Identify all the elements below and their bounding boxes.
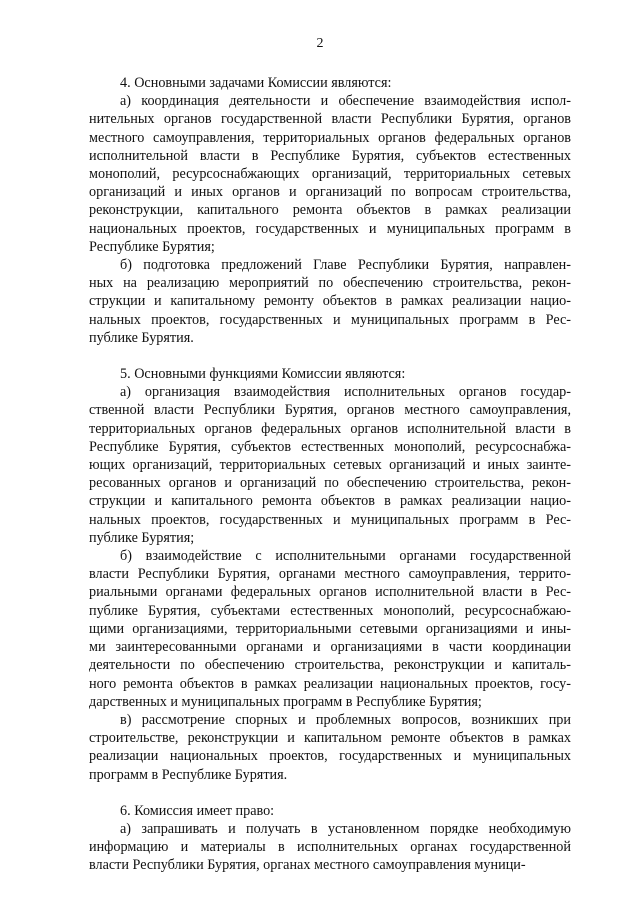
text-line: реализации национальных проектов, государственных и муниципальных <box>89 748 571 765</box>
text-line: ственной власти Республики Бурятия, органов местного самоуправления, <box>89 402 571 419</box>
document-section <box>89 365 571 784</box>
text-line: реконструкции, капитального ремонта объектов в рамках реализации <box>89 202 571 219</box>
text-line: программ в Республике Бурятия. <box>89 766 288 783</box>
section-heading: 6. Комиссия имеет право: <box>120 802 275 819</box>
text-line: строительстве, реконструкции и капитальном ремонте объектов в рамках <box>89 730 571 747</box>
text-line: риальными органами федеральных органов исполнительной власти в Рес- <box>89 584 571 601</box>
paragraph <box>89 711 571 784</box>
text-line: Республике Бурятия; <box>89 238 215 255</box>
text-line: монополий, ресурсоснабжающих организаций, территориальных сетевых <box>89 166 571 183</box>
page-number: 2 <box>316 36 324 51</box>
section-heading: 5. Основными функциями Комиссии являются: <box>120 366 406 383</box>
text-line: деятельности по обеспечению строительства, реконструкции и капиталь- <box>89 657 571 674</box>
text-line: ресованных органов и организаций по обеспечению строительства, рекон- <box>89 475 571 492</box>
text-line: ных на реализацию мероприятий по обеспечению строительства, рекон- <box>89 275 571 292</box>
text-line: нальных проектов, государственных и муниципальных программ в Рес- <box>89 311 571 328</box>
paragraph <box>89 383 571 547</box>
text-line: а) организация взаимодействия исполнительных органов государ- <box>120 384 571 401</box>
text-line: нительных органов государственной власти Республики Бурятия, органов <box>89 111 571 128</box>
text-line: струкции и капитального ремонта объектов в рамках реализации нацио- <box>89 493 571 510</box>
text-line: нальных проектов, государственных и муниципальных программ в Рес- <box>89 511 571 528</box>
paragraph <box>89 547 571 711</box>
text-line: информацию и материалы в исполнительных органах государственной <box>89 839 571 856</box>
text-line: национальных проектов, государственных и муниципальных программ в <box>89 220 571 237</box>
document-section <box>89 74 571 347</box>
text-line: щими организациями, территориальными сетевыми организациями и ины- <box>89 620 571 637</box>
text-line: местного самоуправления, территориальных органов федеральных органов <box>89 129 571 146</box>
text-line: организаций и иных органов и организаций по вопросам строительства, <box>89 184 571 201</box>
text-line: ного ремонта объектов в рамках реализации национальных проектов, госу- <box>89 675 571 692</box>
text-line: публике Бурятия; <box>89 529 195 546</box>
paragraph <box>89 820 571 875</box>
section-heading: 4. Основными задачами Комиссии являются: <box>120 75 392 91</box>
text-line: б) взаимодействие с исполнительными органами государственной <box>120 548 571 565</box>
text-line: публике Бурятия. <box>89 329 194 346</box>
text-line: б) подготовка предложений Главе Республики Бурятия, направлен- <box>120 257 571 274</box>
text-line: исполнительной власти в Республике Бурятия, субъектов естественных <box>89 147 571 164</box>
text-line: в) рассмотрение спорных и проблемных вопросов, возникших при <box>120 711 571 728</box>
text-line: дарственных и муниципальных программ в Республике Бурятия; <box>89 693 482 710</box>
text-line: власти Республики Бурятия, органах местного самоуправления муници- <box>89 857 526 874</box>
text-line: территориальных органов федеральных органов исполнительной власти в <box>89 420 571 437</box>
text-line: власти Республики Бурятия, органами местного самоуправления, террито- <box>89 566 571 583</box>
paragraph <box>89 256 571 347</box>
document-section <box>89 802 571 875</box>
paragraph <box>89 92 571 256</box>
document-body <box>89 74 571 893</box>
text-line: публике Бурятия, субъектами естественных монополий, ресурсоснабжаю- <box>89 602 571 619</box>
text-line: ми заинтересованными органами и организациями в части координации <box>89 639 571 656</box>
text-line: а) запрашивать и получать в установленном порядке необходимую <box>120 820 571 837</box>
text-line: Республике Бурятия, субъектов естественных монополий, ресурсоснабжа- <box>89 438 571 455</box>
text-line: ющих организаций, территориальных сетевых организаций и иных заинте- <box>89 457 571 474</box>
text-line: струкции и капитальному ремонту объектов в рамках реализации нацио- <box>89 293 571 310</box>
text-line: а) координация деятельности и обеспечение взаимодействия испол- <box>120 93 571 110</box>
